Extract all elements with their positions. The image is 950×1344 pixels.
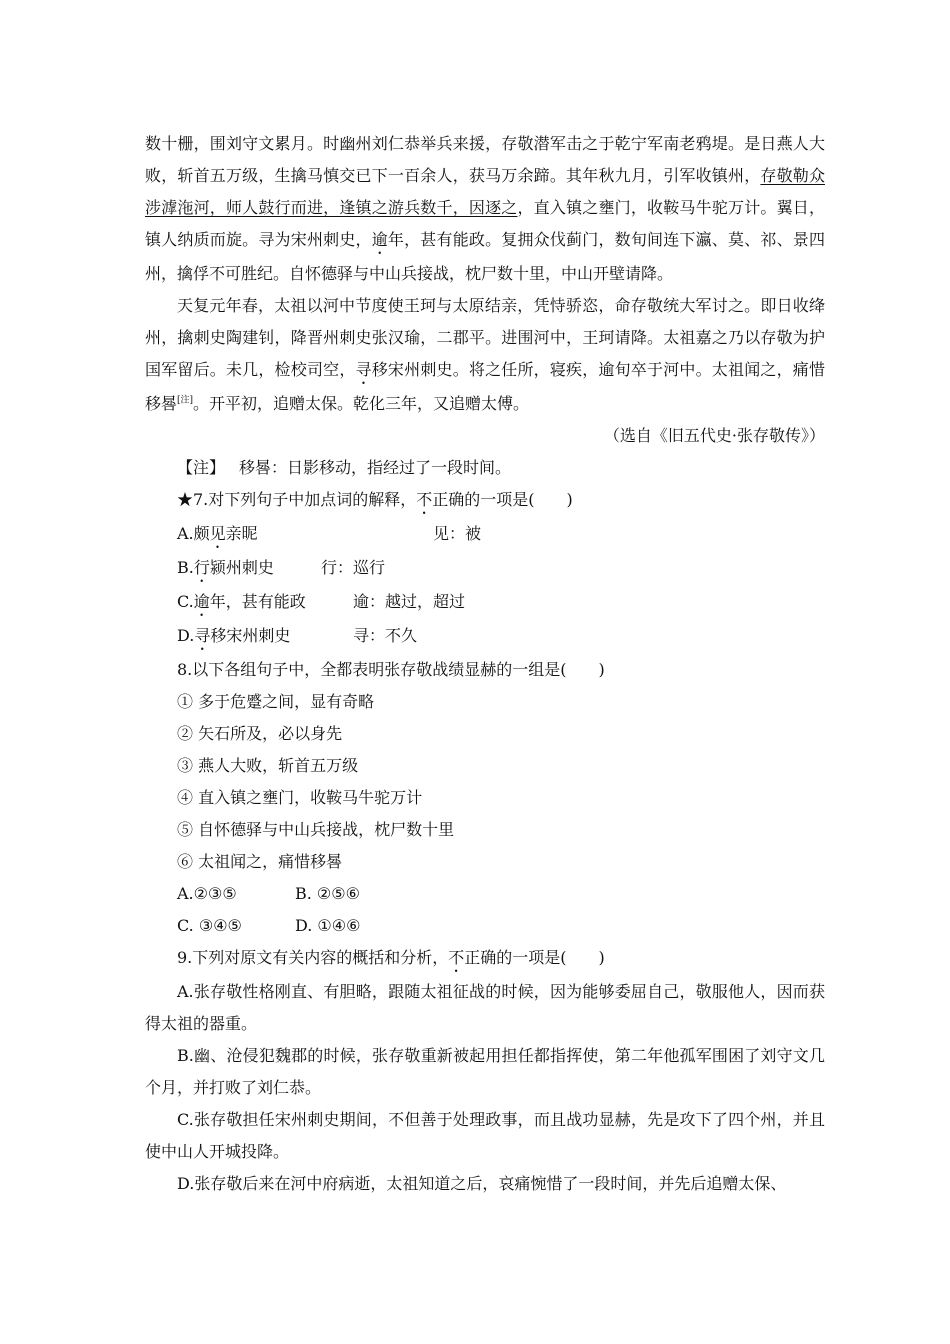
dotted-word: 行: [193, 558, 210, 577]
document-page: [145, 128, 825, 1200]
footnote-mark: [注]: [177, 395, 194, 406]
dotted-word: 见: [209, 524, 226, 543]
question-7-option-c[interactable]: [145, 586, 825, 620]
dotted-word: 不: [416, 490, 433, 509]
passage-text: 移宋州刺史。将之任所，寝疾，逾旬卒于河中。太祖闻之，痛惜移晷: [145, 360, 825, 413]
note: [145, 452, 825, 484]
question-8-choices-row-1: [145, 878, 825, 910]
dotted-word: 逾: [371, 230, 388, 249]
option-text: 移宋州刺史: [210, 626, 291, 645]
passage-text: 。开平初，追赠太保。乾化三年，又追赠太傅。: [193, 394, 530, 413]
dotted-word: 逾: [193, 592, 210, 611]
question-9-option-d[interactable]: D.张存敬后来在河中府病逝，太祖知道之后，哀痛惋惜了一段时间，并先后追赠太保、: [177, 1174, 787, 1193]
option-text: 年，甚有能政: [209, 592, 306, 611]
stem-text: 9.下列对原文有关内容的概括和分析，: [177, 948, 449, 967]
option-gloss: 寻：不久: [353, 626, 418, 645]
dotted-word: 寻: [194, 626, 211, 645]
stem-text: 正确的一项是( ): [464, 948, 605, 967]
question-8-choice-c[interactable]: C. ③④⑤: [177, 916, 242, 935]
passage-text: 年，甚有能政。复拥众伐蓟门，数旬间连下瀛、莫、祁、景四州，擒俘不可胜纪。自怀德驿与中山兵接战，枕尸数十里，中山开壁请降。: [145, 230, 825, 283]
question-9-option-c[interactable]: C.张存敬担任宋州刺史期间，不但善于处理政事，而且战功显赫，先是攻下了四个州，并且使中山人开城投降。: [145, 1110, 825, 1161]
passage-text: 数十栅，围刘守文累月。时幽州刘仁恭举兵来援，存敬潜军击之于乾宁军南老鸦堤。是日燕人大败，斩首五万级，生擒马慎交已下一百余人，获马万余蹄。其年秋九月，引军收镇州，: [145, 134, 825, 185]
question-9-stem: [145, 942, 825, 976]
passage-text: ，直入镇之壅门，收鞍马牛驼万计。翼日，镇人纳质而旋。寻为宋州刺史，: [145, 198, 825, 249]
option-text: 亲昵: [225, 524, 258, 543]
passage-paragraph-1: [145, 128, 825, 290]
question-8-item: ⑥ 太祖闻之，痛惜移晷: [177, 852, 343, 871]
note-label: 【注】: [177, 458, 226, 477]
question-8-stem: 8.以下各组句子中，全都表明张存敬战绩显赫的一组是( ): [177, 660, 605, 679]
stem-text: 正确的一项是( ): [432, 490, 573, 509]
passage-paragraph-2: [145, 290, 825, 420]
question-7-option-a[interactable]: [145, 518, 825, 552]
option-text: B.: [177, 558, 194, 577]
option-text: 颍州刺史: [209, 558, 274, 577]
question-8-item: ④ 直入镇之壅门，收鞍马牛驼万计: [177, 788, 423, 807]
question-8-choices-row-2: [145, 910, 825, 942]
underlined-sentence: 存敬勒众涉滹沲河，师人鼓行而进，逢镇之游兵数千，因逐之: [145, 166, 825, 217]
question-8-choice-d[interactable]: D. ①④⑥: [295, 916, 361, 935]
option-gloss: 见：被: [433, 524, 482, 543]
question-9-option-a[interactable]: A.张存敬性格刚直、有胆略，跟随太祖征战的时候，因为能够委屈自己，敬服他人，因而获得太祖的器重。: [145, 982, 825, 1033]
option-gloss: 逾：越过，超过: [353, 592, 466, 611]
question-7-option-d[interactable]: [145, 620, 825, 654]
option-text: C.: [177, 592, 194, 611]
question-8-choice-a[interactable]: A.②③⑤: [177, 884, 237, 903]
question-7-stem: [145, 484, 825, 518]
question-9-option-b[interactable]: B.幽、沧侵犯魏郡的时候，张存敬重新被起用担任都指挥使，第二年他孤军围困了刘守文几个月，并打败了刘仁恭。: [145, 1046, 825, 1097]
question-8-item: ① 多于危蹙之间，显有奇略: [177, 692, 375, 711]
dotted-word: 不: [448, 948, 465, 967]
question-8-choice-b[interactable]: B. ②⑤⑥: [295, 884, 360, 903]
question-8-item: ② 矢石所及，必以身先: [177, 724, 343, 743]
passage-source: （选自《旧五代史·张存敬传》）: [603, 426, 825, 445]
question-8-item: ⑤ 自怀德驿与中山兵接战，枕尸数十里: [177, 820, 455, 839]
question-7-option-b[interactable]: [145, 552, 825, 586]
dotted-word: 寻: [355, 360, 372, 379]
note-text: 移晷：日影移动，指经过了一段时间。: [239, 458, 512, 477]
option-text: D.: [177, 626, 195, 645]
option-text: A.颇: [177, 524, 210, 543]
option-gloss: 行：巡行: [321, 558, 386, 577]
question-8-item: ③ 燕人大败，斩首五万级: [177, 756, 359, 775]
passage-text: 天复元年春，太祖以河中节度使王珂与太原结亲，凭恃骄恣，命存敬统大军讨之。即日收绛州，擒刺史陶建钊，降晋州刺史张汉瑜，二郡平。进围河中，王珂请降。太祖嘉之乃以存敬为护国军留后。未几，检校司空，: [145, 296, 825, 379]
stem-text: ★7.对下列句子中加点词的解释，: [177, 490, 417, 509]
